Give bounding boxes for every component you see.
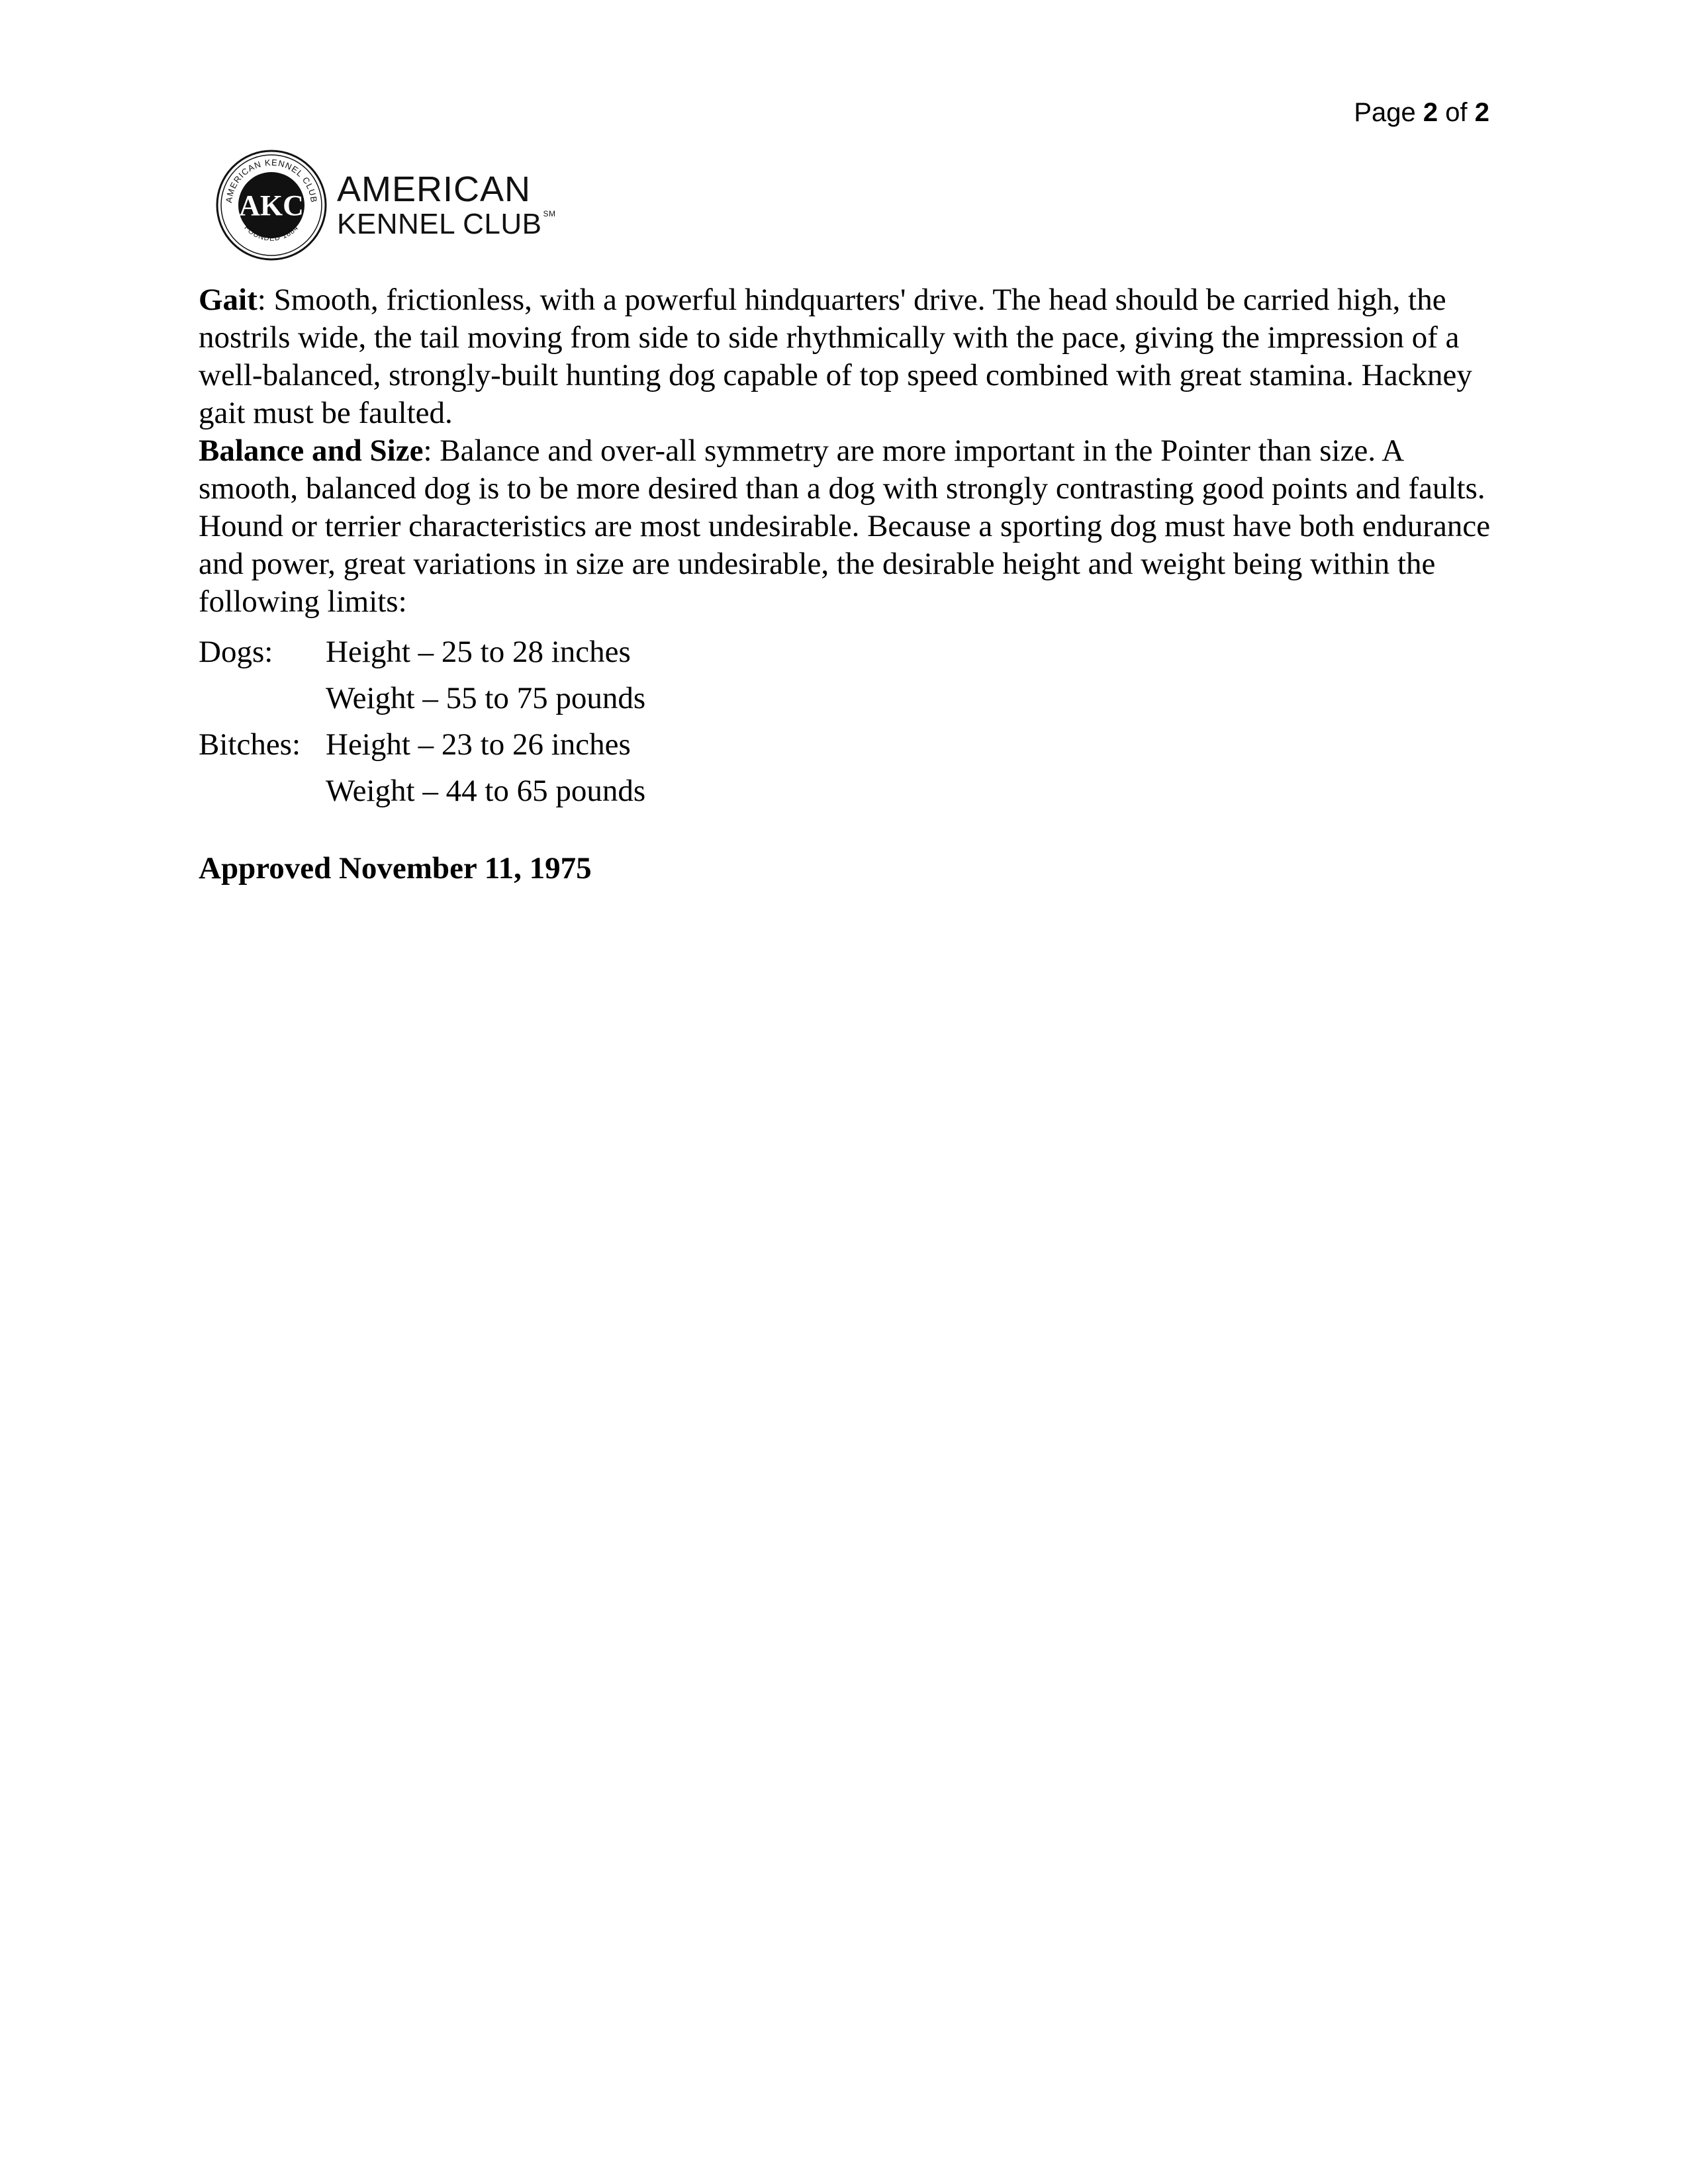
page-number-middle: of xyxy=(1438,98,1475,127)
size-row-value: Weight – 55 to 75 pounds xyxy=(326,680,646,715)
balance-size-heading: Balance and Size xyxy=(199,433,424,468)
standard-body xyxy=(199,281,1496,887)
logo-wordmark xyxy=(337,171,556,239)
logo-line-kennel-club-text: KENNEL CLUB xyxy=(337,208,542,240)
balance-size-paragraph xyxy=(199,432,1496,621)
page-number-current: 2 xyxy=(1423,98,1438,127)
gait-paragraph xyxy=(199,281,1496,432)
logo-line-american: AMERICAN xyxy=(337,169,532,209)
akc-logo xyxy=(215,149,556,261)
balance-size-text: : Balance and over-all symmetry are more important in the Pointer than size. A smooth, balanced dog is to be more desired than a dog with strongly contrasting good points and faults. Hound or terrier characteristics are most undesirable. Because a sporting dog must have both endurance and power, great variations in size are undesirable, the desirable height and weight being within the following limits: xyxy=(199,433,1491,619)
seal-ring-top-text: AMERICAN KENNEL CLUB xyxy=(223,157,320,204)
akc-seal-icon xyxy=(215,149,328,261)
seal-akc-text: AKC xyxy=(239,189,304,222)
size-row xyxy=(199,675,1496,721)
size-row xyxy=(199,629,1496,675)
logo-line-kennel-club xyxy=(337,210,556,239)
size-row-value: Weight – 44 to 65 pounds xyxy=(326,773,646,808)
size-row-label: Bitches: xyxy=(199,727,301,762)
size-row xyxy=(199,721,1496,768)
size-row-value: Height – 23 to 26 inches xyxy=(326,727,631,762)
size-row-label: Dogs: xyxy=(199,634,273,669)
page-number-total: 2 xyxy=(1474,98,1489,127)
gait-heading: Gait xyxy=(199,283,258,317)
size-limits-table xyxy=(199,629,1496,814)
page-number-prefix: Page xyxy=(1354,98,1423,127)
gait-text: : Smooth, frictionless, with a powerful hindquarters' drive. The head should be carried high, the nostrils wide, the tail moving from side to side rhythmically with the pace, giving the impression of a well-balanced, strongly-built hunting dog capable of top speed combined with great stamina. Hackney gait must be faulted. xyxy=(199,283,1472,430)
approval-date: Approved November 11, 1975 xyxy=(199,851,592,886)
size-row xyxy=(199,768,1496,814)
page-number xyxy=(1354,99,1489,126)
logo-service-mark: SM xyxy=(543,209,556,218)
seal-ring-bottom-text: FOUNDED 1884 xyxy=(242,224,301,243)
size-row-value: Height – 25 to 28 inches xyxy=(326,634,631,669)
